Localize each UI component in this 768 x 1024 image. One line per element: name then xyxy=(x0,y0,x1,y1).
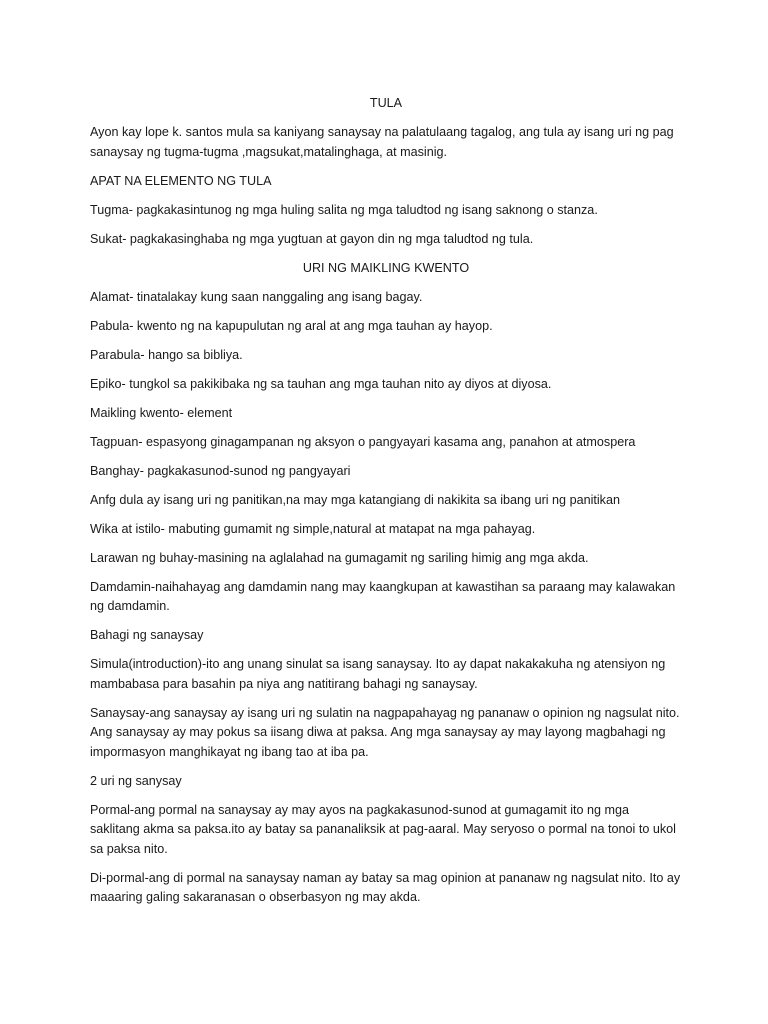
paragraph: Maikling kwento- element xyxy=(90,405,233,420)
document-page xyxy=(90,94,682,917)
paragraph: APAT NA ELEMENTO NG TULA xyxy=(90,173,272,188)
section-heading: URI NG MAIKLING KWENTO xyxy=(302,260,470,275)
paragraph: Sukat- pagkakasinghaba ng mga yugtuan at gayon din ng mga taludtod ng tula. xyxy=(90,231,534,246)
paragraph: Wika at istilo- mabuting gumamit ng simple,natural at matapat na mga pahayag. xyxy=(90,521,536,536)
paragraph: Epiko- tungkol sa pakikibaka ng sa tauhan ang mga tauhan nito ay diyos at diyosa. xyxy=(90,376,552,391)
paragraph: Ayon kay lope k. santos mula sa kaniyang sanaysay na palatulaang tagalog, ang tula ay isang uri ng pag sanaysay ng tugma-tugma ,magsukat,matalinghaga, at masinig. xyxy=(90,125,674,159)
paragraph: Sanaysay-ang sanaysay ay isang uri ng sulatin na nagpapahayag ng pananaw o opinion ng nagsulat nito. Ang sanaysay ay may pokus sa iisang diwa at paksa. Ang mga sanaysay ay may layong magbahagi ng impormasyon manghikayat ng ibang tao at iba pa. xyxy=(90,705,680,759)
paragraph: Anfg dula ay isang uri ng panitikan,na may mga katangiang di nakikita sa ibang uri ng panitikan xyxy=(90,492,620,507)
document-title: TULA xyxy=(369,96,403,110)
paragraph: Pabula- kwento ng na kapupulutan ng aral at ang mga tauhan ay hayop. xyxy=(90,318,493,333)
paragraph: 2 uri ng sanysay xyxy=(90,773,182,788)
paragraph: Di-pormal-ang di pormal na sanaysay naman ay batay sa mag opinion at pananaw ng nagsulat nito. Ito ay maaaring galing sakaranasan o obserbasyon ng may akda. xyxy=(90,870,681,904)
paragraph: Simula(introduction)-ito ang unang sinulat sa isang sanaysay. Ito ay dapat nakakakuha ng atensiyon ng mambabasa para basahin pa niya ang natitirang bahagi ng sanaysay. xyxy=(90,657,666,691)
paragraph: Damdamin-naihahayag ang damdamin nang may kaangkupan at kawastihan sa paraang may kalawakan ng damdamin. xyxy=(90,579,676,613)
paragraph: Pormal-ang pormal na sanaysay ay may ayos na pagkakasunod-sunod at gumagamit ito ng mga saklitang akma sa paksa.ito ay batay sa pananaliksik at pag-aaral. May seryoso o pormal na tonoi to ukol sa paksa nito. xyxy=(90,802,676,856)
paragraph: Tugma- pagkakasintunog ng mga huling salita ng mga taludtod ng isang saknong o stanza. xyxy=(90,202,598,217)
paragraph: Banghay- pagkakasunod-sunod ng pangyayari xyxy=(90,463,351,478)
paragraph: Alamat- tinatalakay kung saan nanggaling ang isang bagay. xyxy=(90,289,423,304)
paragraph: Tagpuan- espasyong ginagampanan ng aksyon o pangyayari kasama ang, panahon at atmospera xyxy=(90,434,636,449)
paragraph: Parabula- hango sa bibliya. xyxy=(90,347,243,362)
paragraph: Larawan ng buhay-masining na aglalahad na gumagamit ng sariling himig ang mga akda. xyxy=(90,550,589,565)
paragraph: Bahagi ng sanaysay xyxy=(90,628,204,642)
